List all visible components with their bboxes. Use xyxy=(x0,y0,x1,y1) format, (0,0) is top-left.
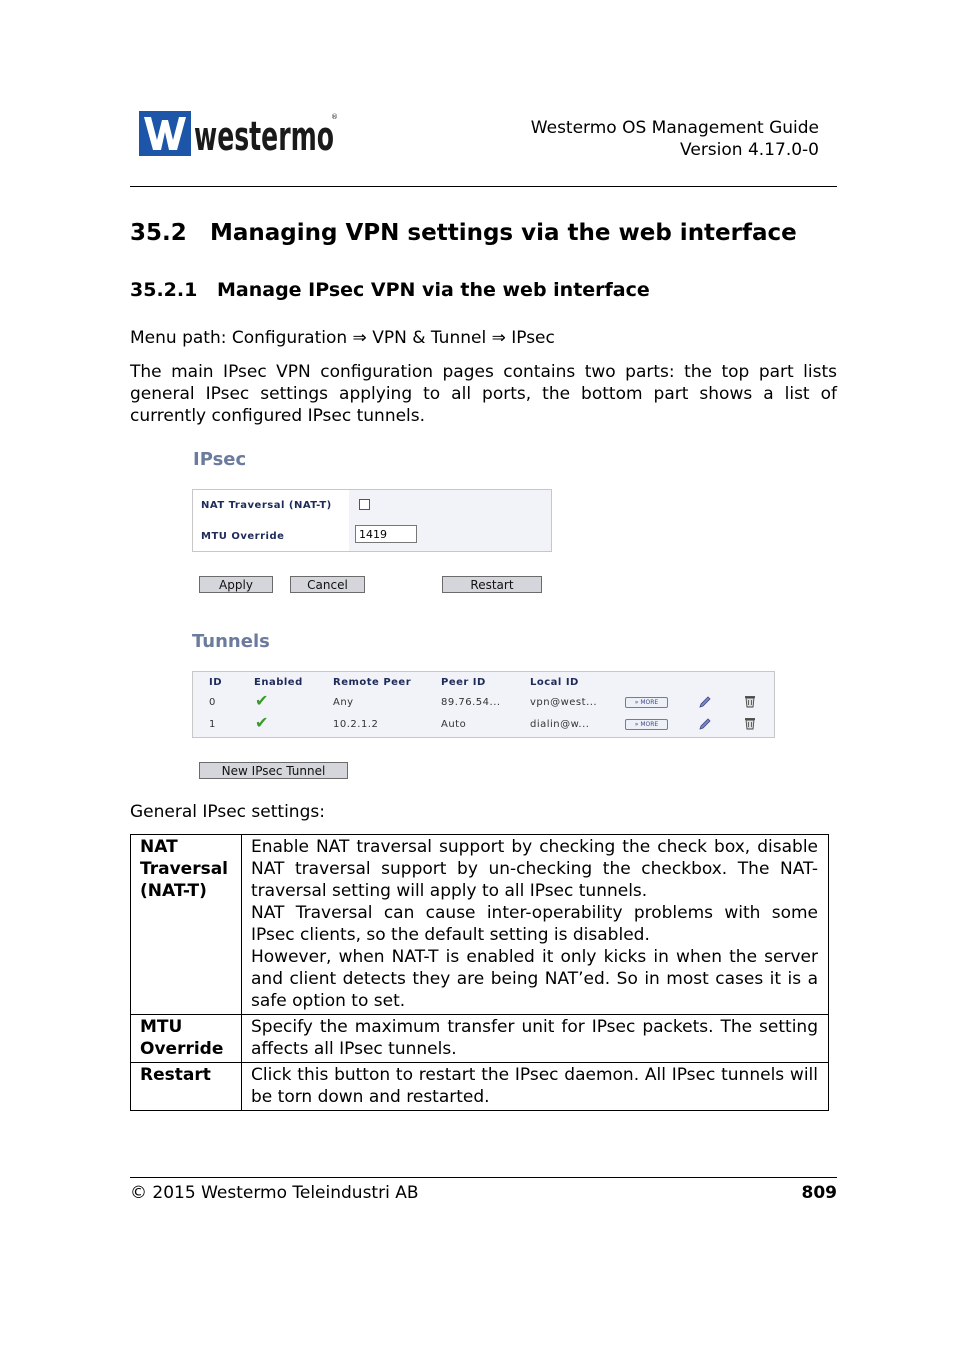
column-header-peer-id: Peer ID xyxy=(441,677,486,688)
table-row xyxy=(131,1063,829,1111)
table-row xyxy=(131,1015,829,1063)
row-remote-peer: 10.2.1.2 xyxy=(333,719,379,730)
column-header-id: ID xyxy=(209,677,223,688)
intro-paragraph: The main IPsec VPN configuration pages contains two parts: the top part lists general IPsec settings applying to all ports, the bottom part shows a list of currently configured IPsec tunnels. xyxy=(130,362,837,426)
definition-cell: Enable NAT traversal support by checking the check box, disable NAT traversal support by un-checking the checkbox. The NAT-traversal setting will apply to all IPsec tunnels. NAT Traversal can cause inter-operability problems with some IPsec clients, so the default setting is disabled. However, when NAT-T is enabled it only kicks in when the server and client detects they are being NAT’ed. So in most cases it is a safe option to set. xyxy=(242,835,829,1015)
delete-trash-icon[interactable] xyxy=(743,715,757,729)
more-button[interactable]: » MORE xyxy=(625,697,668,708)
section-title: Managing VPN settings via the web interface xyxy=(210,220,797,246)
section-heading xyxy=(130,220,797,246)
enabled-check-icon: ✔ xyxy=(255,691,269,710)
new-ipsec-tunnel-button[interactable]: New IPsec Tunnel xyxy=(199,762,348,779)
guide-title: Westermo OS Management Guide xyxy=(530,118,819,138)
guide-version: Version 4.17.0-0 xyxy=(680,140,819,160)
row-remote-peer: Any xyxy=(333,697,354,708)
row-local-id: dialin@w... xyxy=(530,719,590,730)
term-cell: MTU Override xyxy=(131,1015,242,1063)
tunnels-table xyxy=(192,671,775,738)
subsection-title: Manage IPsec VPN via the web interface xyxy=(217,279,650,301)
cancel-button[interactable]: Cancel xyxy=(290,576,365,593)
column-header-remote-peer: Remote Peer xyxy=(333,677,412,688)
restart-button[interactable]: Restart xyxy=(442,576,542,593)
column-header-local-id: Local ID xyxy=(530,677,579,688)
section-number: 35.2 xyxy=(130,220,187,246)
subsection-heading xyxy=(130,279,650,301)
term-cell: Restart xyxy=(131,1063,242,1111)
definition-cell: Click this button to restart the IPsec daemon. All IPsec tunnels will be torn down and restarted. xyxy=(242,1063,829,1111)
subsection-number: 35.2.1 xyxy=(130,279,198,301)
row-id: 0 xyxy=(209,697,216,708)
footer-copyright: © 2015 Westermo Teleindustri AB xyxy=(130,1183,419,1203)
edit-pencil-icon[interactable] xyxy=(698,694,712,708)
definition-cell: Specify the maximum transfer unit for IPsec packets. The setting affects all IPsec tunnels. xyxy=(242,1015,829,1063)
ipsec-settings-panel xyxy=(192,489,552,552)
row-id: 1 xyxy=(209,719,216,730)
table-row xyxy=(131,835,829,1015)
term-cell: NAT Traversal (NAT-T) xyxy=(131,835,242,1015)
row-peer-id: Auto xyxy=(441,719,467,730)
column-header-enabled: Enabled xyxy=(254,677,303,688)
enabled-check-icon: ✔ xyxy=(255,713,269,732)
menu-path: Menu path: Configuration ⇒ VPN & Tunnel ⇒ IPsec xyxy=(130,328,555,348)
nat-traversal-checkbox[interactable] xyxy=(359,499,370,510)
page-number: 809 xyxy=(801,1183,837,1203)
more-button[interactable]: » MORE xyxy=(625,719,668,730)
mtu-override-label: MTU Override xyxy=(201,531,285,542)
logo-wordmark: westermo xyxy=(194,114,334,158)
footer-rule xyxy=(130,1177,837,1178)
row-local-id: vpn@west... xyxy=(530,697,598,708)
header-info xyxy=(531,117,819,161)
settings-description-table xyxy=(130,834,829,1111)
row-peer-id: 89.76.54... xyxy=(441,697,501,708)
westermo-logo xyxy=(139,110,339,158)
edit-pencil-icon[interactable] xyxy=(698,716,712,730)
nat-traversal-label: NAT Traversal (NAT-T) xyxy=(201,500,332,511)
mtu-override-input[interactable]: 1419 xyxy=(355,525,417,543)
ipsec-panel-title: IPsec xyxy=(193,449,247,470)
header-rule xyxy=(130,186,837,187)
delete-trash-icon[interactable] xyxy=(743,693,757,707)
general-settings-label: General IPsec settings: xyxy=(130,802,325,822)
svg-text:®: ® xyxy=(331,113,338,121)
apply-button[interactable]: Apply xyxy=(199,576,273,593)
tunnels-panel-title: Tunnels xyxy=(192,631,270,652)
